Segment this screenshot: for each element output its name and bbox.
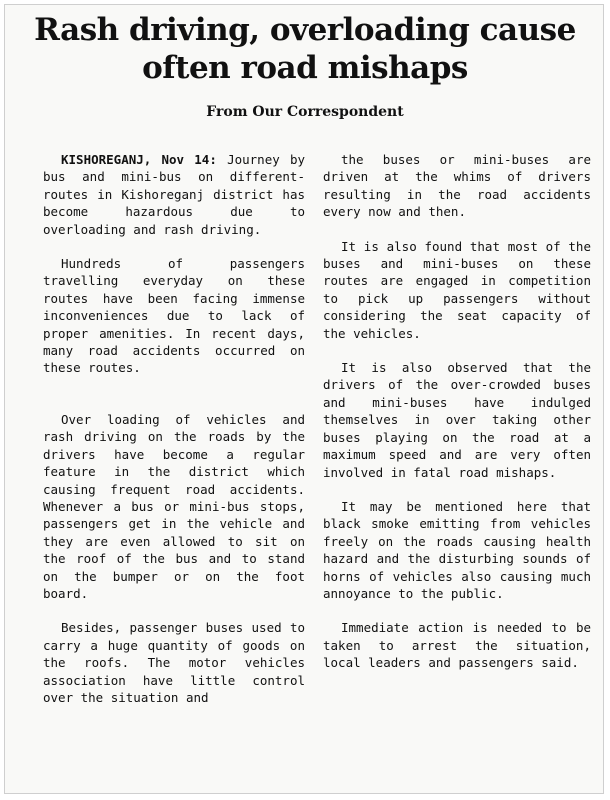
right-paragraph-3: It is also observed that the drivers of the over-crowded buses and mini-buses have indulged themselves in over taking other buses playing on the road at a maximum speed and are very often involved in fatal road mishaps.	[323, 360, 591, 480]
left-paragraph-1	[43, 151, 305, 238]
left-paragraph-4: Besides, passenger buses used to carry a huge quantity of goods on the roofs. The motor vehicles association have little control over the situation and	[43, 620, 305, 705]
right-paragraph-1: the buses or mini-buses are driven at the whims of drivers resulting in the road accidents every now and then.	[323, 152, 591, 220]
left-paragraph-2: Hundreds of passengers travelling everyday on these routes have been facing immense inconveniences due to lack of proper amenities. In recent days, many road accidents occurred on these routes.	[43, 256, 305, 376]
headline: Rash driving, overloading cause often road mishaps	[34, 12, 576, 86]
byline: From Our Correspondent	[206, 104, 404, 120]
left-column	[43, 151, 305, 723]
dateline: KISHOREGANJ, Nov 14:	[61, 152, 217, 167]
left-paragraph-3: Over loading of vehicles and rash driving on the roads by the drivers have become a regular feature in the district which causing frequent road accidents. Whenever a bus or mini-bus stops, passengers get in the vehicle and they are even allowed to sit on the roof of the bus and to stand on the bumper or on the foot board.	[43, 411, 305, 601]
right-paragraph-5: Immediate action is needed to be taken to arrest the situation, local leaders and passengers said.	[323, 620, 591, 671]
right-paragraph-4: It may be mentioned here that black smoke emitting from vehicles freely on the roads causing health hazard and the disturbing sounds of horns of vehicles also causing much annoyance to the public.	[323, 498, 591, 601]
right-paragraph-2: It is also found that most of the buses and mini-buses on these routes are engaged in competition to pick up passengers without considering the seat capacity of the vehicles.	[323, 238, 591, 341]
newspaper-clipping	[4, 4, 604, 794]
left-paragraph-1-text: Journey by bus and mini-bus on different-routes in Kishoreganj district has become hazardous due to overloading and rash driving.	[43, 152, 305, 237]
right-column	[323, 151, 591, 689]
